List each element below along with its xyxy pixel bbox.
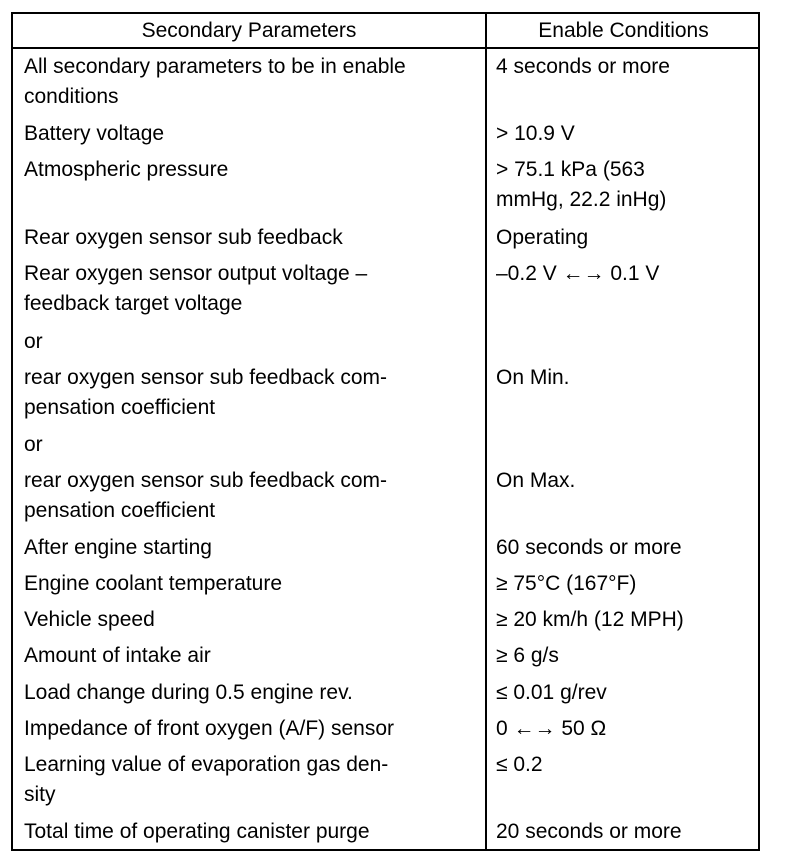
condition-cell: 4 seconds or more	[496, 55, 670, 78]
parameter-cell: or	[24, 330, 43, 353]
condition-cell: On Max.	[496, 469, 576, 492]
parameter-cell: All secondary parameters to be in enable conditions	[24, 55, 406, 108]
condition-cell: 20 seconds or more	[496, 820, 682, 843]
header-secondary-parameters: Secondary Parameters	[141, 19, 357, 42]
parameter-cell: or	[24, 433, 43, 456]
column-divider	[485, 14, 487, 849]
header-divider	[13, 47, 758, 49]
condition-cell: > 10.9 V	[496, 122, 575, 145]
parameter-cell: rear oxygen sensor sub feedback com- pensation coefficient	[24, 366, 388, 419]
enable-conditions-table	[11, 12, 760, 851]
parameter-cell: Vehicle speed	[24, 608, 155, 631]
condition-cell: –0.2 V ←→ 0.1 V	[496, 262, 660, 285]
condition-cell: ≥ 20 km/h (12 MPH)	[496, 608, 684, 631]
parameter-cell: Rear oxygen sensor sub feedback	[24, 226, 343, 249]
parameter-cell: Total time of operating canister purge	[24, 820, 370, 843]
condition-cell: ≥ 75°C (167°F)	[496, 572, 637, 595]
parameter-cell: Engine coolant temperature	[24, 572, 282, 595]
condition-cell: 0 ←→ 50 Ω	[496, 717, 607, 740]
parameter-cell: Rear oxygen sensor output voltage – feedback target voltage	[24, 262, 368, 315]
condition-cell: 60 seconds or more	[496, 536, 682, 559]
condition-cell: ≥ 6 g/s	[496, 644, 559, 667]
condition-cell: Operating	[496, 226, 589, 249]
parameter-cell: Learning value of evaporation gas den- sity	[24, 753, 389, 806]
condition-cell: On Min.	[496, 366, 570, 389]
parameter-cell: Load change during 0.5 engine rev.	[24, 681, 353, 704]
parameter-cell: Atmospheric pressure	[24, 158, 229, 181]
condition-cell: > 75.1 kPa (563 mmHg, 22.2 inHg)	[496, 158, 667, 211]
condition-cell: ≤ 0.01 g/rev	[496, 681, 607, 704]
parameter-cell: Amount of intake air	[24, 644, 211, 667]
parameter-cell: Battery voltage	[24, 122, 165, 145]
condition-cell: ≤ 0.2	[496, 753, 543, 776]
parameter-cell: After engine starting	[24, 536, 212, 559]
parameter-cell: Impedance of front oxygen (A/F) sensor	[24, 717, 395, 740]
parameter-cell: rear oxygen sensor sub feedback com- pensation coefficient	[24, 469, 388, 522]
header-enable-conditions: Enable Conditions	[538, 19, 709, 42]
